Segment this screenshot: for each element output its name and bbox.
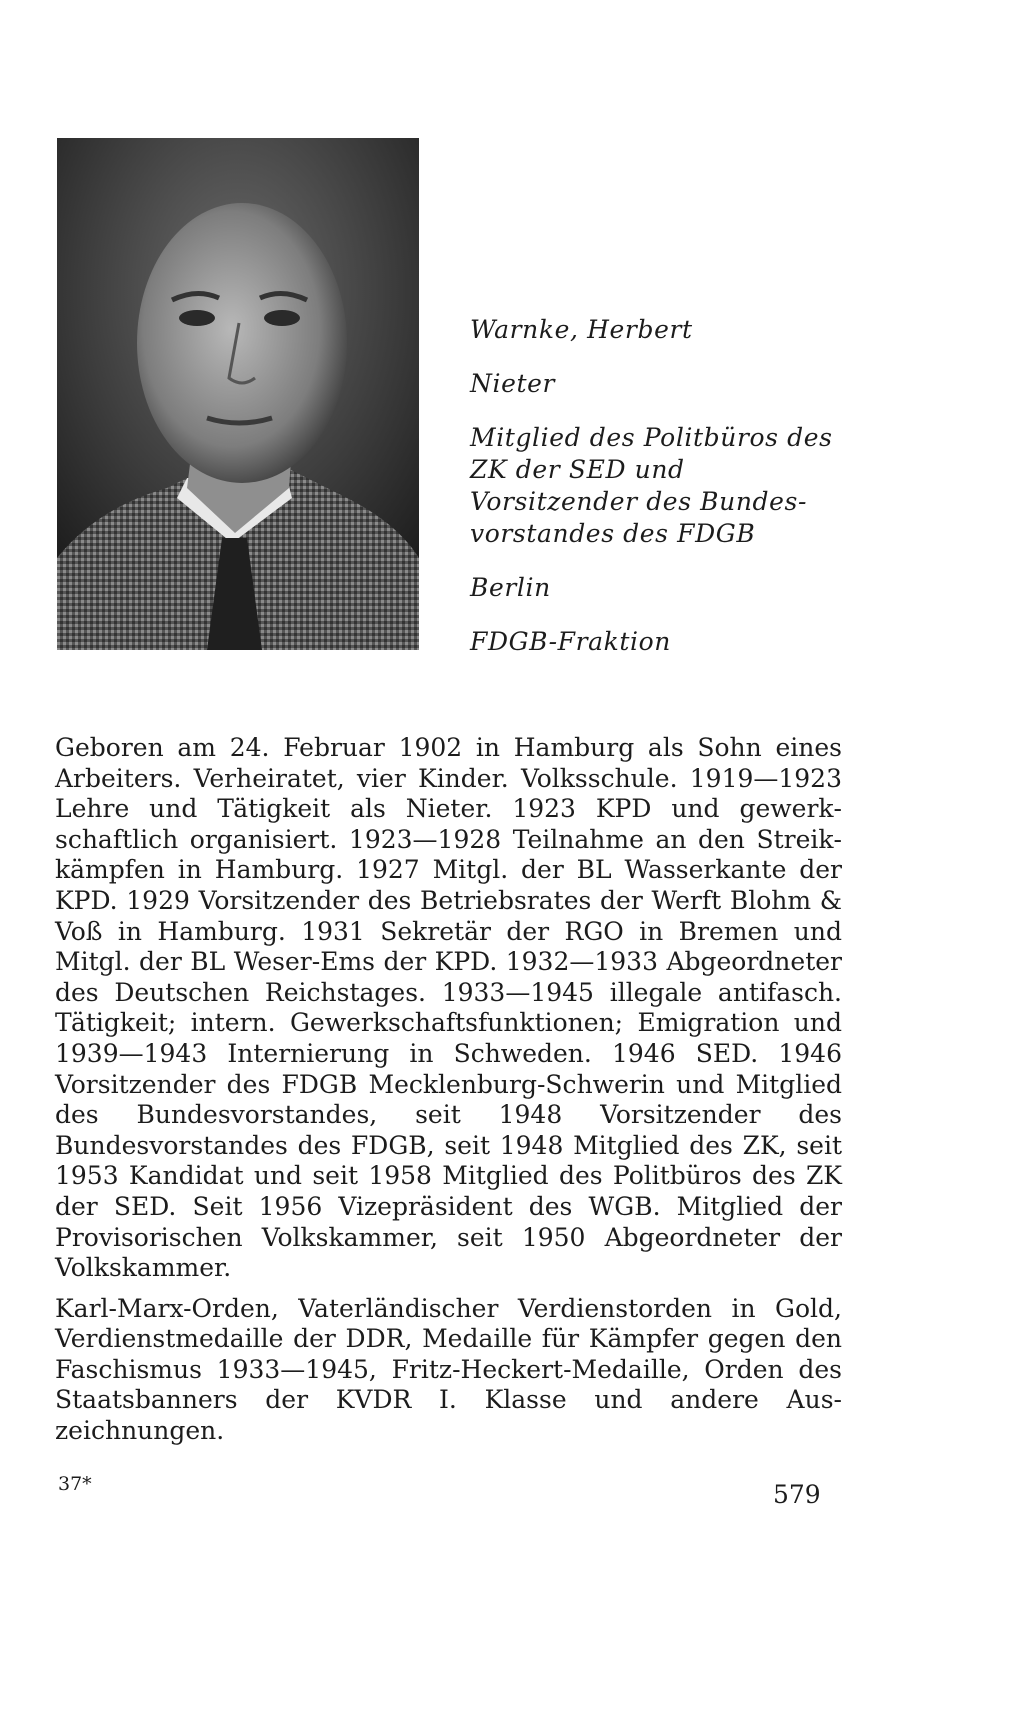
- portrait-photo: [57, 138, 419, 650]
- biography: [55, 733, 842, 1447]
- signature-mark: 37*: [58, 1473, 92, 1495]
- positions: Mitglied des Politbüros des ZK der SED und Vorsitzender des Bundesvorstandes des FDGB: [470, 423, 833, 548]
- page-number: 579: [773, 1480, 821, 1509]
- person-name: Warnke, Herbert: [470, 315, 693, 344]
- caption-block: [470, 314, 850, 680]
- occupation: Nieter: [470, 369, 556, 398]
- city: Berlin: [470, 573, 551, 602]
- faction: FDGB-Fraktion: [470, 627, 671, 656]
- biography-paragraph: Geboren am 24. Februar 1902 in Hamburg als Sohn eines Arbeiters. Verheiratet, vier Kinder. Volksschule. 1919—1923 Lehre und Tätigkeit als Nieter. 1923 KPD und gewerkschaftlich organisiert. 1923—1928 Teilnahme an den Streikkämpfen in Hamburg. 1927 Mitgl. der BL Wasserkante der KPD. 1929 Vorsitzender des Betriebsrates der Werft Blohm & Voß in Hamburg. 1931 Sekretär der RGO in Bremen und Mitgl. der BL Weser-Ems der KPD. 1932—1933 Abgeordneter des Deutschen Reichstages. 1933—1945 illegale antifasch. Tätigkeit; intern. Gewerkschaftsfunktionen; Emigration und 1939—1943 Internierung in Schweden. 1946 SED. 1946 Vorsitzender des FDGB Mecklenburg-Schwerin und Mitglied des Bundesvorstandes, seit 1948 Vorsitzender des Bundesvorstandes des FDGB, seit 1948 Mitglied des ZK, seit 1953 Kandidat und seit 1958 Mitglied des Politbüros des ZK der SED. Seit 1956 Vizepräsident des WGB. Mitglied der Provisorischen Volkskammer, seit 1950 Abgeordneter der Volkskammer.: [55, 733, 842, 1283]
- awards-paragraph: Karl-Marx-Orden, Vaterländischer Verdienstorden in Gold, Verdienstmedaille der DDR, Medaille für Kämpfer gegen den Faschismus 1933—1945, Fritz-Heckert-Medaille, Orden des Staatsbanners der KVDR I. Klasse und andere Auszeichnungen.: [55, 1293, 842, 1446]
- portrait-image: [57, 138, 419, 650]
